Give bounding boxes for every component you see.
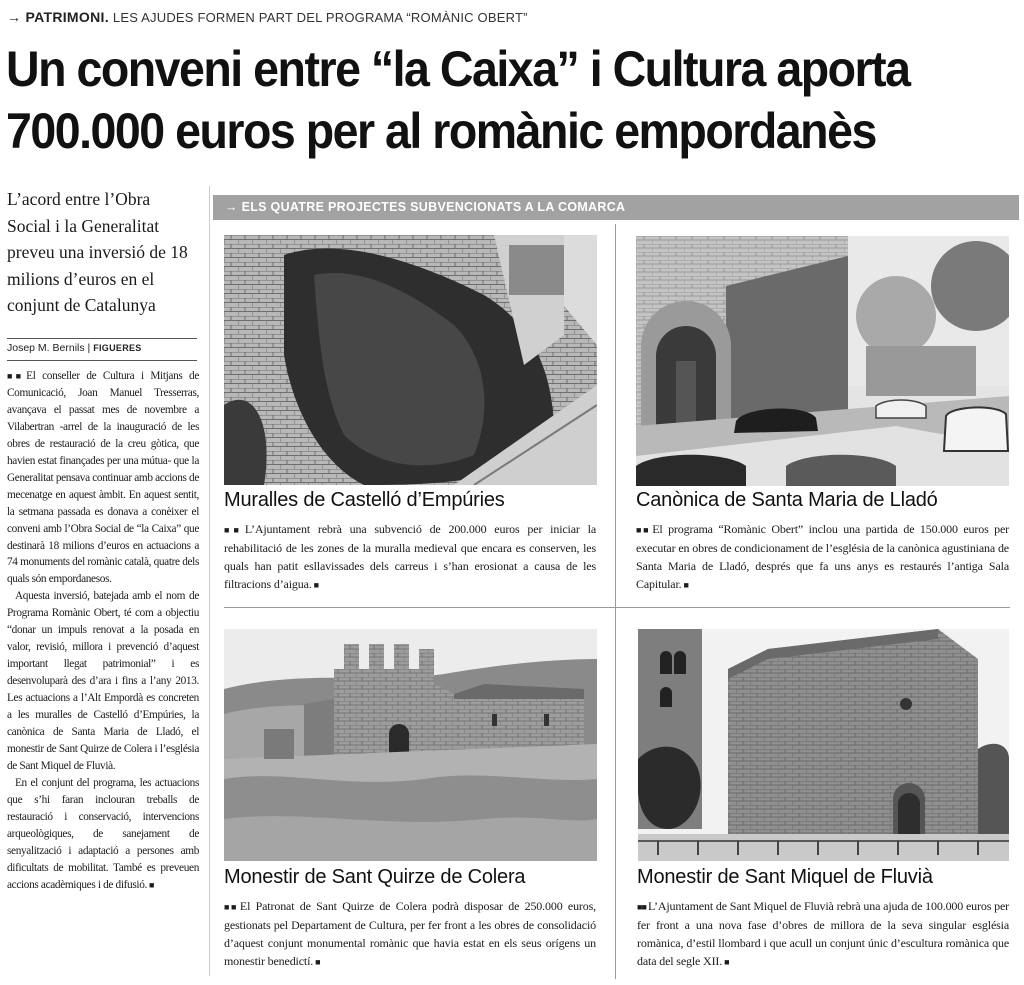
byline-rule-bottom (7, 360, 197, 361)
kicker-section: → PATRIMONI. (7, 9, 109, 25)
photo-sant-quirze-colera (224, 629, 597, 861)
project-text-4: ■■ L’Ajuntament de Sant Miquel de Fluvià rebrà una ajuda de 100.000 euros per fer front a una nova fase d’obres de millora de la seva singular església romànica, d’estil llombard i que acull un conjunt únic d’escultura romànica que data del segle XII. ■ (637, 899, 1009, 968)
end-marker-icon: ■ (148, 879, 155, 890)
body-paragraph-1: ■■ El conseller de Cultura i Mitjans de Comunicació, Joan Manuel Tresserras, avançava el passat mes de novembre a Vilabertran -arrel de la inauguració de les obres de restauració de la creu gòtica, que havien estat finançades per una mútua- que la Generalitat pensava continuar amb accions de mecenatge en aquest àmbit. En aquest sentit, la setmana passada es donava a conèixer el conveni amb l’Obra Social de “la Caixa” que destinarà 18 milions d’euros en actuacions a 74 monuments del romànic català, quatre dels quals són empordanesos. (7, 370, 200, 586)
box-horizontal-divider (224, 607, 1010, 608)
column-rule (209, 186, 210, 976)
project-title-2: Canònica de Santa Maria de Lladó (636, 489, 938, 511)
paragraph-marker-icon: ■■ (224, 525, 243, 535)
end-marker-icon: ■ (315, 957, 321, 967)
project-title-1: Muralles de Castelló d’Empúries (224, 489, 505, 511)
paragraph-marker-icon: ■■ (224, 902, 238, 912)
paragraph-marker-icon: ■■ (7, 371, 25, 381)
end-marker-icon: ■ (724, 957, 730, 967)
byline-separator: | (87, 342, 91, 354)
standfirst: L’acord entre l’Obra Social i la Generalitat preveu una inversió de 18 milions d’euros en el conjunt de Catalunya (7, 189, 188, 315)
byline-rule-top (7, 338, 197, 339)
project-text-1: ■■ L’Ajuntament rebrà una subvenció de 200.000 euros per iniciar la rehabilitació de les zones de la muralla medieval que encara es conserven, les quals han patit esllavissades dels carreus i s’han erosionat a causa de les filtracions d’aigua. ■ (224, 522, 596, 591)
byline (7, 342, 197, 354)
body-paragraph-3: En el conjunt del programa, les actuacions que s’hi faran inclouran treballs de restauració i conservació, intervencions arqueològiques, de sanejament de senyalització i adaptació a persones amb dificultats de mobilitat. També es preveuen accions acadèmiques i de difusió. ■ (7, 776, 199, 891)
wall-photo-icon (224, 235, 597, 485)
paragraph-marker-icon: ■■ (636, 525, 651, 535)
body-paragraph-2: Aquesta inversió, batejada amb el nom de Programa Romànic Obert, té com a objectiu “donar un impuls renovat a la posada en valor, revisió, millora i prevenció d’aquest important llegat patrimonial” i es desenvoluparà des d’ara i fins a l’any 2013. Les actuacions a l’Alt Empordà es concreten a les muralles de Castelló d’Empúries, la canònica de Santa Maria de Lladó, el monestir de Sant Quirze de Colera i l’església de Sant Miquel de Fluvià. (7, 590, 199, 772)
headline-line-2: 700.000 euros per al romànic empordanès (6, 103, 876, 159)
church-photo-icon (636, 236, 1009, 486)
project-text-3: ■■ El Patronat de Sant Quirze de Colera podrà disposar de 250.000 euros, gestionats pel Departament de Cultura, per fer front a les obres de consolidació d’aquest conjunt monumental romànic que havia estat en els seus orígens un monestir benedictí. ■ (224, 899, 596, 968)
headline-line-1: Un conveni entre “la Caixa” i Cultura aporta (6, 41, 910, 97)
project-title-3: Monestir de Sant Quirze de Colera (224, 866, 526, 888)
headline (6, 38, 947, 162)
photo-muralles-castello (224, 235, 597, 485)
byline-place: FIGUERES (93, 343, 142, 353)
box-vertical-divider (615, 224, 616, 979)
article-body (7, 368, 199, 894)
project-title-4: Monestir de Sant Miquel de Fluvià (637, 866, 933, 888)
paragraph-marker-icon: ■■ (637, 902, 646, 912)
project-text-2: ■■ El programa “Romànic Obert” inclou una partida de 150.000 euros per executar en obres de condicionament de l’església de la canònica agustiniana de Santa Maria de Lladó, després que fa uns anys es restaurés l’antiga Sala Capitular. ■ (636, 522, 1009, 591)
byline-author: Josep M. Bernils (7, 342, 85, 354)
box-header: → ELS QUATRE PROJECTES SUBVENCIONATS A LA COMARCA (213, 195, 1019, 220)
end-marker-icon: ■ (313, 580, 319, 590)
photo-canonica-llado (636, 236, 1009, 486)
romanesque-church-photo-icon (638, 629, 1009, 861)
monastery-ruins-photo-icon (224, 629, 597, 861)
kicker-text: LES AJUDES FORMEN PART DEL PROGRAMA “ROMÀNIC OBERT” (112, 10, 528, 25)
kicker (7, 9, 1017, 25)
end-marker-icon: ■ (683, 580, 689, 590)
photo-sant-miquel-fluvia (638, 629, 1009, 861)
